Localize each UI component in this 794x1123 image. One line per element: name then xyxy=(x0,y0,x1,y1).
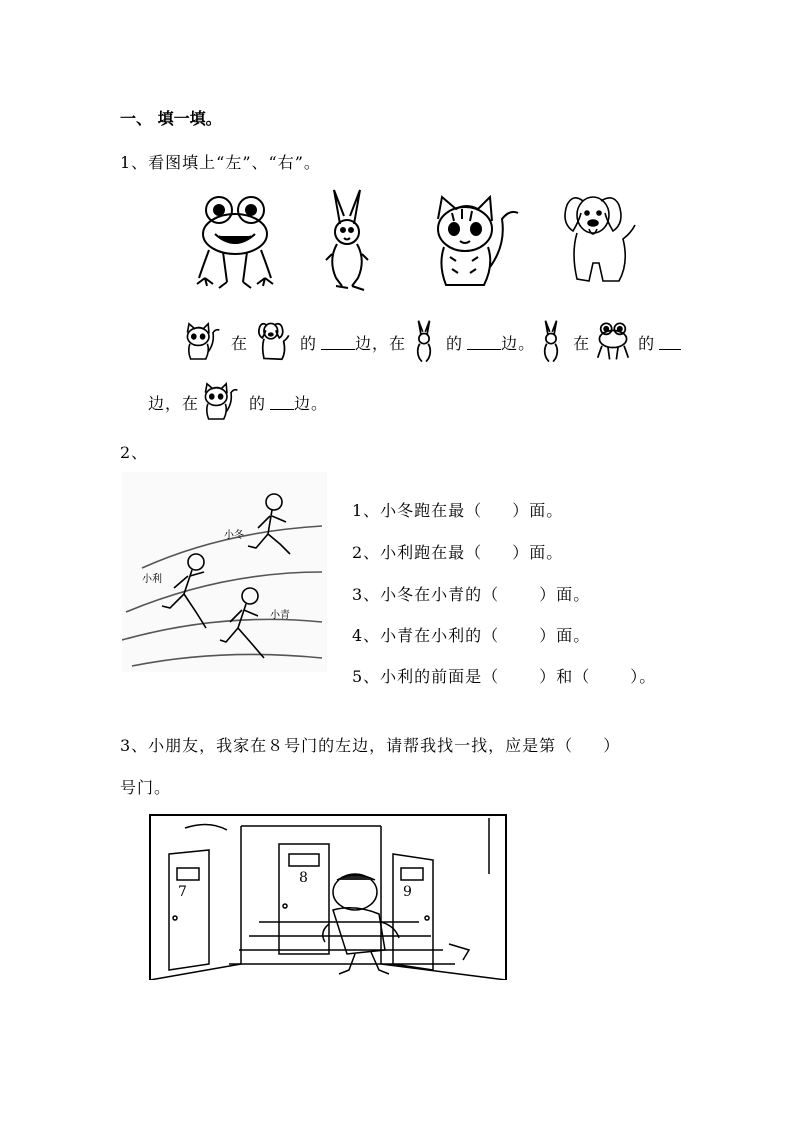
q3-line-1: 3、小朋友，我家在８号门的左边，请帮我找一找，应是第（ ） xyxy=(120,736,621,755)
hallway-picture xyxy=(149,814,507,980)
answer-blank[interactable] xyxy=(659,335,681,350)
q2-item-3: 3、小冬在小青的（ ）面。 xyxy=(352,585,591,604)
q2-item-5: 5、小利的前面是（ ）和（ ）。 xyxy=(352,667,657,686)
section-heading: 一、 填一填。 xyxy=(120,109,222,128)
runners-picture xyxy=(122,472,327,672)
cat-icon xyxy=(203,380,239,424)
rabbit-icon xyxy=(322,186,372,294)
label-xiaoli: 小利 xyxy=(142,574,162,585)
frog-icon xyxy=(195,192,275,290)
label-xiaodong: 小冬 xyxy=(224,530,244,541)
frog-icon xyxy=(596,321,630,363)
q1-fill-line-2: 边，在 的 边。 xyxy=(148,378,328,426)
q2-item-4: 4、小青在小利的（ ）面。 xyxy=(352,626,591,645)
q2-item-1: 1、小冬跑在最（ ）面。 xyxy=(352,501,564,520)
cat-icon xyxy=(432,195,522,290)
dog-icon xyxy=(563,193,638,288)
q3-line-2: 号门。 xyxy=(120,778,172,797)
door-8-number: 8 xyxy=(299,870,308,886)
rabbit-icon xyxy=(412,319,436,365)
door-9-number: 9 xyxy=(403,884,412,900)
q2-number: 2、 xyxy=(120,443,149,462)
cat-icon xyxy=(185,320,221,364)
q1-fill-line-1: 在 的 边，在 的 边。 在 的 xyxy=(185,318,681,366)
q2-item-2: 2、小利跑在最（ ）面。 xyxy=(352,543,564,562)
dog-icon xyxy=(258,321,290,363)
door-7-number: 7 xyxy=(178,884,187,900)
answer-blank[interactable] xyxy=(270,395,294,410)
answer-blank[interactable] xyxy=(321,335,355,350)
answer-blank[interactable] xyxy=(467,335,501,350)
label-xiaoqing: 小青 xyxy=(270,610,290,621)
rabbit-icon xyxy=(539,319,563,365)
q1-title: 1、看图填上“左”、“右”。 xyxy=(120,153,321,172)
